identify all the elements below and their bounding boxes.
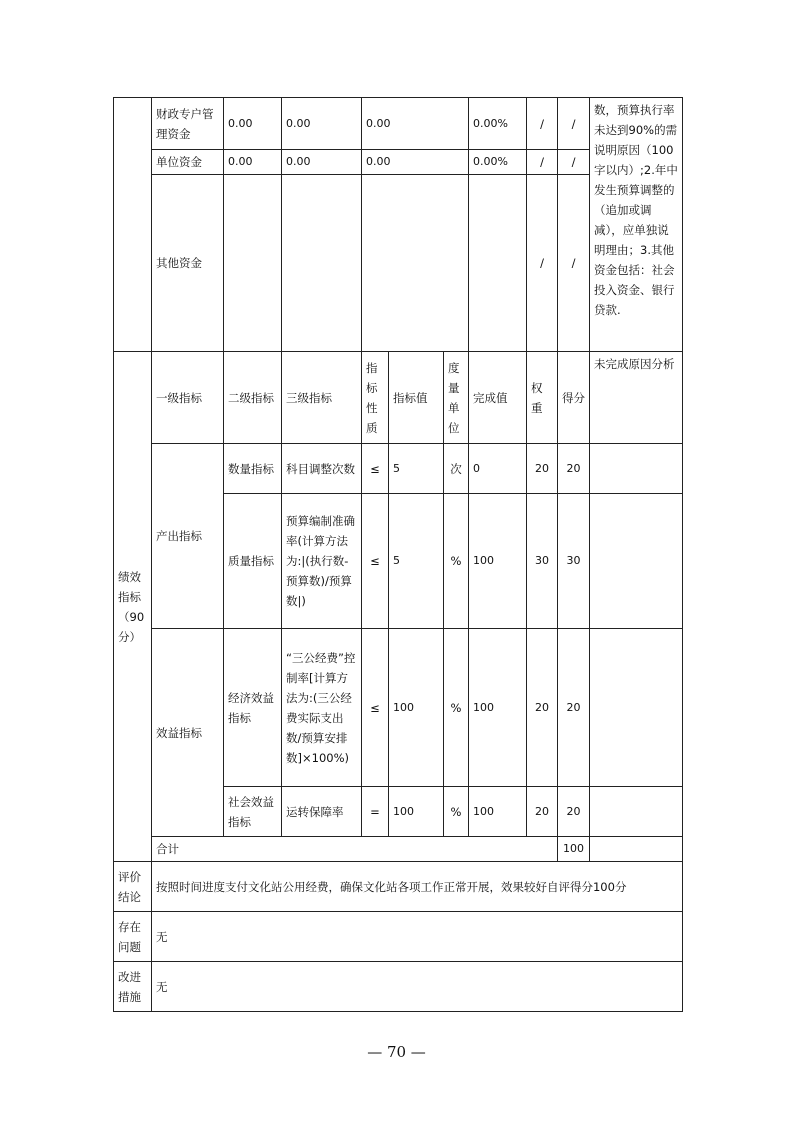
performance-table [113,97,683,1012]
header-nature: 指标性质 [362,352,389,444]
fund-value: 0.00 [282,98,362,150]
done-cell: 100 [469,494,527,629]
level3-cell: 预算编制准确率(计算方法为:|(执行数-预算数)/预算数|) [282,494,362,629]
score-cell: 20 [558,787,590,837]
issues-label: 存在问题 [114,912,152,962]
fund-score: / [558,150,590,175]
done-cell: 100 [469,629,527,787]
fund-value: 0.00 [362,98,469,150]
level3-cell: 运转保障率 [282,787,362,837]
level2-cell: 数量指标 [224,444,282,494]
target-cell: 5 [389,494,444,629]
fund-rate: 0.00% [469,98,527,150]
weight-cell: 20 [527,444,558,494]
fund-value: 0.00 [224,98,282,150]
page-number: — 70 — [367,1043,426,1061]
weight-cell: 20 [527,787,558,837]
fund-weight: / [527,150,558,175]
level2-cell: 经济效益指标 [224,629,282,787]
header-target: 指标值 [389,352,444,444]
conclusion-row [114,862,683,912]
perf-section-label: 绩效指标（90分） [114,352,152,862]
nature-cell: ≤ [362,629,389,787]
group-benefit: 效益指标 [152,629,224,837]
fund-value: 0.00 [224,150,282,175]
target-cell: 100 [389,787,444,837]
reason-cell [590,494,683,629]
measures-row [114,962,683,1012]
perf-header-row [114,352,683,444]
fund-value: 0.00 [282,150,362,175]
header-reason: 未完成原因分析 [590,352,683,444]
reason-cell [590,787,683,837]
total-row [114,837,683,862]
group-output: 产出指标 [152,444,224,629]
score-cell: 20 [558,444,590,494]
header-level1: 一级指标 [152,352,224,444]
level2-cell: 质量指标 [224,494,282,629]
conclusion-label: 评价结论 [114,862,152,912]
header-level3: 三级指标 [282,352,362,444]
header-unit: 度量单位 [444,352,469,444]
weight-cell: 30 [527,494,558,629]
reason-cell [590,444,683,494]
fund-score: / [558,98,590,150]
header-level2: 二级指标 [224,352,282,444]
fund-label: 其他资金 [152,175,224,352]
fund-label: 财政专户管理资金 [152,98,224,150]
reason-cell [590,629,683,787]
fund-label: 单位资金 [152,150,224,175]
fund-weight: / [527,98,558,150]
done-cell: 100 [469,787,527,837]
fund-row [114,98,683,150]
total-label: 合计 [152,837,558,862]
measures-text: 无 [152,962,683,1012]
issues-text: 无 [152,912,683,962]
nature-cell: = [362,787,389,837]
score-cell: 20 [558,629,590,787]
fund-weight: / [527,175,558,352]
unit-cell: % [444,787,469,837]
total-weight: 100 [558,837,590,862]
fund-score: / [558,175,590,352]
target-cell: 5 [389,444,444,494]
weight-cell: 20 [527,629,558,787]
issues-row [114,912,683,962]
level2-cell: 社会效益指标 [224,787,282,837]
level3-cell: “三公经费”控制率[计算方法为:(三公经费实际支出数/预算安排数]×100%) [282,629,362,787]
fund-section-cell [114,98,152,352]
target-cell: 100 [389,629,444,787]
perf-row [114,629,683,787]
fund-rate: 0.00% [469,150,527,175]
unit-cell: % [444,494,469,629]
perf-row [114,444,683,494]
unit-cell: 次 [444,444,469,494]
header-weight: 权重 [527,352,558,444]
score-cell: 30 [558,494,590,629]
done-cell: 0 [469,444,527,494]
header-done: 完成值 [469,352,527,444]
level3-cell: 科目调整次数 [282,444,362,494]
nature-cell: ≤ [362,444,389,494]
fund-note: 数，预算执行率未达到90%的需说明原因（100字以内）;2.年中发生预算调整的（追加或调减），应单独说明理由；3.其他资金包括：社会投入资金、银行贷款. [590,98,683,352]
measures-label: 改进措施 [114,962,152,1012]
nature-cell: ≤ [362,494,389,629]
fund-value: 0.00 [362,150,469,175]
header-score: 得分 [558,352,590,444]
unit-cell: % [444,629,469,787]
conclusion-text: 按照时间进度支付文化站公用经费，确保文化站各项工作正常开展，效果较好自评得分100分 [152,862,683,912]
